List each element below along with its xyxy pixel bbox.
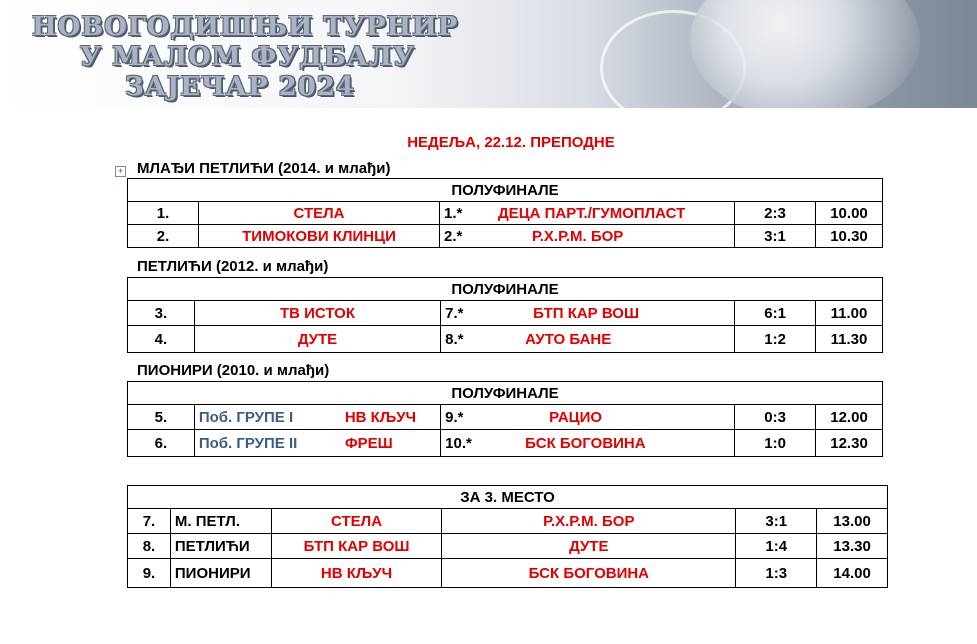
team-home: ДУТЕ xyxy=(194,326,440,353)
section-title-pioniri: ПИОНИРИ (2010. и млађи) xyxy=(137,362,330,379)
seed: 7.* xyxy=(445,304,464,322)
third-place-table xyxy=(127,485,888,588)
bracket-table-3 xyxy=(127,381,883,457)
kickoff-time: 10.30 xyxy=(816,225,883,248)
score: 1:4 xyxy=(736,534,817,559)
team-away: Р.Х.Р.М. БОР xyxy=(442,509,736,534)
score: 2:3 xyxy=(735,202,816,225)
team-home: БТП КАР ВОШ xyxy=(271,534,441,559)
kickoff-time: 11.30 xyxy=(816,326,883,353)
team-home: СТЕЛА xyxy=(271,509,441,534)
title-line-2: У МАЛОМ ФУДБАЛУ xyxy=(80,42,415,72)
match-number: 6. xyxy=(128,430,195,457)
kickoff-time: 12.00 xyxy=(816,405,883,430)
kickoff-time: 12.30 xyxy=(816,430,883,457)
score: 3:1 xyxy=(736,509,817,534)
team-away: ДЕЦА ПАРТ./ГУМОПЛАСТ xyxy=(498,205,686,222)
table-row xyxy=(128,430,883,457)
title-line-3: ЗАЈЕЧАР 2024 xyxy=(125,72,355,102)
soccer-ball-graphic xyxy=(690,0,920,108)
team-away: АУТО БАНЕ xyxy=(525,331,612,348)
seed: 1.* xyxy=(444,204,463,222)
score: 1:0 xyxy=(735,430,816,457)
score: 6:1 xyxy=(735,301,816,326)
section-title-petlici: ПЕТЛИЋИ (2012. и млађи) xyxy=(137,258,329,275)
match-number: 2. xyxy=(128,225,199,248)
table-row xyxy=(128,202,883,225)
category: М. ПЕТЛ. xyxy=(170,509,271,534)
group-label: Поб. ГРУПЕ II xyxy=(198,434,298,452)
match-number: 1. xyxy=(128,202,199,225)
score: 1:3 xyxy=(736,559,817,588)
table-row xyxy=(128,559,888,588)
category: ПЕТЛИЋИ xyxy=(170,534,271,559)
category: ПИОНИРИ xyxy=(170,559,271,588)
team-away: ДУТЕ xyxy=(442,534,736,559)
match-number: 8. xyxy=(128,534,171,559)
table-row xyxy=(128,534,888,559)
stage-header: ПОЛУФИНАЛЕ xyxy=(128,179,883,202)
kickoff-time: 13.30 xyxy=(817,534,888,559)
kickoff-time: 14.00 xyxy=(817,559,888,588)
match-number: 4. xyxy=(128,326,195,353)
kickoff-time: 13.00 xyxy=(817,509,888,534)
seed: 2.* xyxy=(444,227,463,245)
team-home: СТЕЛА xyxy=(199,202,440,225)
table-row xyxy=(128,225,883,248)
table-row xyxy=(128,301,883,326)
title-line-1: НОВОГОДИШЊИ ТУРНИР xyxy=(32,12,459,42)
seed: 9.* xyxy=(445,408,464,426)
match-number: 7. xyxy=(128,509,171,534)
kickoff-time: 11.00 xyxy=(816,301,883,326)
stage-header: ЗА 3. МЕСТО xyxy=(128,486,888,509)
team-away: БТП КАР ВОШ xyxy=(533,305,640,322)
table-row xyxy=(128,326,883,353)
table-move-handle-icon[interactable]: + xyxy=(115,166,126,177)
seed: 8.* xyxy=(445,330,464,348)
team-home: ФРЕШ xyxy=(344,435,393,452)
stage-header: ПОЛУФИНАЛЕ xyxy=(128,278,883,301)
table-row xyxy=(128,509,888,534)
team-home: ТИМОКОВИ КЛИНЦИ xyxy=(199,225,440,248)
bracket-table-2 xyxy=(127,277,883,353)
score: 0:3 xyxy=(735,405,816,430)
team-away: БСК БОГОВИНА xyxy=(442,559,736,588)
team-home: НВ КЉУЧ xyxy=(271,559,441,588)
team-home: НВ КЉУЧ xyxy=(344,409,417,426)
score: 1:2 xyxy=(735,326,816,353)
team-away: БСК БОГОВИНА xyxy=(525,435,646,452)
team-away: РАЦИО xyxy=(549,409,603,426)
match-number: 9. xyxy=(128,559,171,588)
section-title-mladji-petlici: МЛАЂИ ПЕТЛИЋИ (2014. и млађи) xyxy=(137,160,391,177)
match-number: 5. xyxy=(128,405,195,430)
seed: 10.* xyxy=(445,434,472,452)
match-number: 3. xyxy=(128,301,195,326)
score: 3:1 xyxy=(735,225,816,248)
team-home: ТВ ИСТОК xyxy=(194,301,440,326)
date-heading: НЕДЕЉА, 22.12. ПРЕПОДНЕ xyxy=(407,134,615,151)
header-banner xyxy=(0,0,977,108)
group-label: Поб. ГРУПЕ I xyxy=(198,408,294,426)
kickoff-time: 10.00 xyxy=(816,202,883,225)
table-row xyxy=(128,405,883,430)
bracket-table-1 xyxy=(127,178,883,248)
team-away: Р.Х.Р.М. БОР xyxy=(532,228,624,245)
stage-header: ПОЛУФИНАЛЕ xyxy=(128,382,883,405)
